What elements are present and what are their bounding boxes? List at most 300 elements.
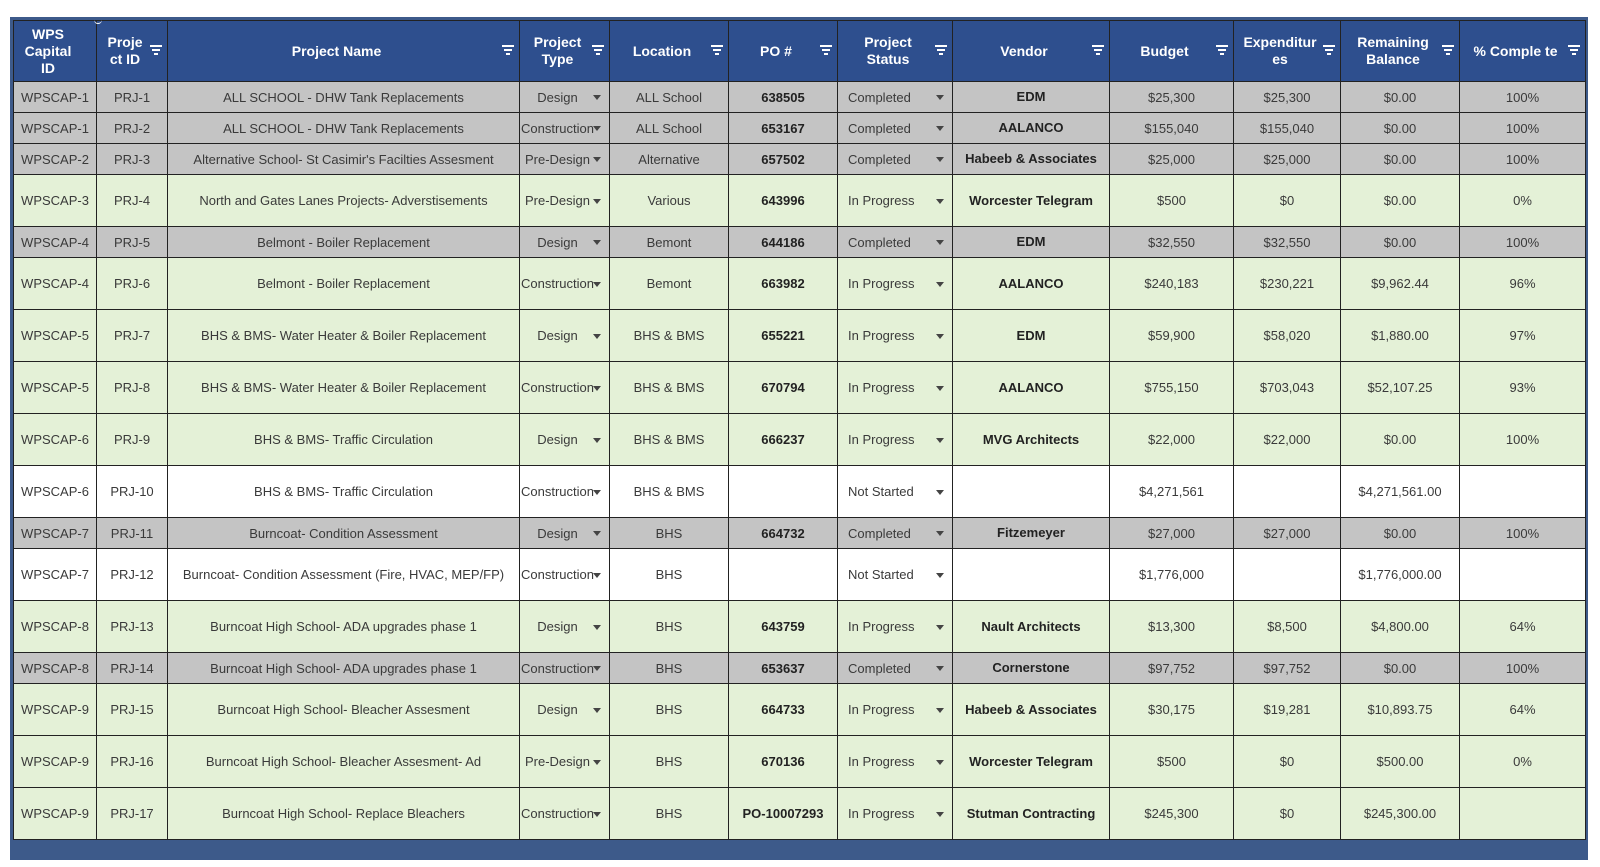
cell-remaining-balance[interactable] bbox=[1341, 113, 1460, 144]
header-project-type[interactable] bbox=[520, 21, 610, 82]
cell-project-name[interactable] bbox=[168, 113, 520, 144]
cell-project-type[interactable] bbox=[520, 601, 610, 653]
cell-location[interactable] bbox=[610, 653, 729, 684]
cell-capital-id[interactable] bbox=[14, 227, 97, 258]
cell-project-status[interactable] bbox=[838, 82, 953, 113]
cell-po-number[interactable] bbox=[729, 82, 838, 113]
cell-project-type-text: Design bbox=[537, 89, 578, 105]
cell-remaining-balance[interactable] bbox=[1341, 144, 1460, 175]
cell-budget[interactable] bbox=[1110, 788, 1234, 840]
cell-capital-id[interactable] bbox=[14, 788, 97, 840]
cell-project-name[interactable] bbox=[168, 736, 520, 788]
cell-remaining-balance[interactable] bbox=[1341, 788, 1460, 840]
cell-project-name[interactable] bbox=[168, 175, 520, 227]
cell-location[interactable] bbox=[610, 82, 729, 113]
cell-project-status[interactable] bbox=[838, 144, 953, 175]
cell-project-id[interactable] bbox=[97, 549, 168, 601]
header-project-name[interactable] bbox=[168, 21, 520, 82]
cell-project-id[interactable] bbox=[97, 788, 168, 840]
cell-remaining-balance[interactable] bbox=[1341, 518, 1460, 549]
cell-project-type[interactable] bbox=[520, 144, 610, 175]
cell-vendor-text: Stutman Contracting bbox=[966, 805, 1096, 821]
cell-po-number[interactable] bbox=[729, 601, 838, 653]
cell-budget-text: $30,175 bbox=[1148, 702, 1195, 717]
cell-remaining-balance[interactable] bbox=[1341, 601, 1460, 653]
cell-budget[interactable] bbox=[1110, 362, 1234, 414]
cell-remaining-balance-text: $52,107.25 bbox=[1367, 380, 1433, 395]
cell-project-id[interactable] bbox=[97, 601, 168, 653]
dropdown-arrow-icon[interactable] bbox=[936, 157, 944, 162]
cell-capital-id[interactable] bbox=[14, 113, 97, 144]
cell-capital-id[interactable] bbox=[14, 82, 97, 113]
cell-project-name[interactable] bbox=[168, 684, 520, 736]
cell-vendor[interactable] bbox=[953, 227, 1110, 258]
cell-project-id[interactable] bbox=[97, 310, 168, 362]
cell-po-number[interactable] bbox=[729, 653, 838, 684]
cell-capital-id[interactable] bbox=[14, 175, 97, 227]
cell-vendor[interactable] bbox=[953, 144, 1110, 175]
cell-capital-id[interactable] bbox=[14, 549, 97, 601]
dropdown-arrow-icon[interactable] bbox=[593, 666, 601, 671]
cell-capital-id-text: WPSCAP-9 bbox=[21, 702, 89, 717]
cell-budget[interactable] bbox=[1110, 175, 1234, 227]
header-expenditures[interactable] bbox=[1234, 21, 1341, 82]
cell-budget[interactable] bbox=[1110, 227, 1234, 258]
cell-po-number[interactable] bbox=[729, 549, 838, 601]
cell-expenditures[interactable] bbox=[1234, 175, 1341, 227]
cell-budget[interactable] bbox=[1110, 736, 1234, 788]
cell-project-id[interactable] bbox=[97, 414, 168, 466]
cell-remaining-balance[interactable] bbox=[1341, 549, 1460, 601]
dropdown-arrow-icon[interactable] bbox=[936, 708, 944, 713]
cell-remaining-balance[interactable] bbox=[1341, 414, 1460, 466]
cell-expenditures[interactable] bbox=[1234, 144, 1341, 175]
dropdown-arrow-icon[interactable] bbox=[936, 282, 944, 287]
cell-po-number[interactable] bbox=[729, 310, 838, 362]
cell-project-id[interactable] bbox=[97, 736, 168, 788]
cell-percent-complete[interactable] bbox=[1460, 113, 1586, 144]
cell-po-number[interactable] bbox=[729, 258, 838, 310]
cell-project-type[interactable] bbox=[520, 362, 610, 414]
header-percent-complete[interactable] bbox=[1460, 21, 1586, 82]
cell-capital-id[interactable] bbox=[14, 258, 97, 310]
cell-location[interactable] bbox=[610, 362, 729, 414]
dropdown-arrow-icon[interactable] bbox=[593, 760, 601, 765]
cell-percent-complete[interactable] bbox=[1460, 175, 1586, 227]
cell-remaining-balance-text: $0.00 bbox=[1383, 234, 1417, 250]
cell-vendor[interactable] bbox=[953, 736, 1110, 788]
cell-project-id[interactable] bbox=[97, 144, 168, 175]
cell-project-name[interactable] bbox=[168, 549, 520, 601]
cell-project-name-text: Burncoat- Condition Assessment (Fire, HVAC, MEP/FP) bbox=[182, 567, 505, 582]
cell-expenditures[interactable] bbox=[1234, 518, 1341, 549]
cell-project-type[interactable] bbox=[520, 227, 610, 258]
cell-percent-complete[interactable] bbox=[1460, 736, 1586, 788]
cell-project-status-text: Completed bbox=[848, 525, 911, 541]
cell-location-text: Alternative bbox=[638, 151, 700, 167]
dropdown-arrow-icon[interactable] bbox=[593, 708, 601, 713]
dropdown-arrow-icon[interactable] bbox=[593, 334, 601, 339]
cell-project-type[interactable] bbox=[520, 82, 610, 113]
cell-percent-complete[interactable] bbox=[1460, 414, 1586, 466]
cell-location-text: BHS & BMS bbox=[633, 328, 705, 343]
filter-icon[interactable] bbox=[935, 45, 947, 55]
cell-project-status[interactable] bbox=[838, 518, 953, 549]
cell-project-status[interactable] bbox=[838, 414, 953, 466]
filter-icon[interactable] bbox=[592, 45, 604, 55]
dropdown-arrow-icon[interactable] bbox=[936, 240, 944, 245]
header-label: Project Status bbox=[864, 34, 912, 67]
cell-project-name[interactable] bbox=[168, 82, 520, 113]
cell-po-number[interactable] bbox=[729, 113, 838, 144]
cell-project-name[interactable] bbox=[168, 310, 520, 362]
filter-icon[interactable] bbox=[502, 45, 514, 55]
cell-project-name[interactable] bbox=[168, 788, 520, 840]
cell-capital-id[interactable] bbox=[14, 144, 97, 175]
cell-vendor-text: AALANCO bbox=[998, 120, 1064, 135]
cell-po-number[interactable] bbox=[729, 362, 838, 414]
cell-remaining-balance[interactable] bbox=[1341, 258, 1460, 310]
cell-vendor[interactable] bbox=[953, 82, 1110, 113]
cell-project-type-text: Construction bbox=[521, 567, 594, 582]
cell-percent-complete[interactable] bbox=[1460, 601, 1586, 653]
cell-budget[interactable] bbox=[1110, 414, 1234, 466]
cell-project-name-text: Burncoat High School- ADA upgrades phase 1 bbox=[210, 619, 477, 634]
cell-project-type[interactable] bbox=[520, 414, 610, 466]
filter-icon[interactable] bbox=[1092, 45, 1104, 55]
cell-project-type[interactable] bbox=[520, 653, 610, 684]
cell-percent-complete[interactable] bbox=[1460, 466, 1586, 518]
cell-po-number[interactable] bbox=[729, 144, 838, 175]
cell-project-id[interactable] bbox=[97, 362, 168, 414]
cell-project-name-text: Burncoat High School- ADA upgrades phase 1 bbox=[210, 660, 477, 676]
cell-po-number[interactable] bbox=[729, 684, 838, 736]
cell-project-status[interactable] bbox=[838, 601, 953, 653]
cell-project-name-text: ALL SCHOOL - DHW Tank Replacements bbox=[223, 120, 464, 136]
cell-location[interactable] bbox=[610, 518, 729, 549]
cell-percent-complete-text: 100% bbox=[1505, 234, 1540, 250]
cell-project-status-text: Completed bbox=[848, 660, 911, 676]
cell-project-id[interactable] bbox=[97, 466, 168, 518]
header-remaining-balance[interactable] bbox=[1341, 21, 1460, 82]
cell-location[interactable] bbox=[610, 144, 729, 175]
cell-location[interactable] bbox=[610, 788, 729, 840]
cell-location[interactable] bbox=[610, 227, 729, 258]
cell-project-name[interactable] bbox=[168, 258, 520, 310]
cell-percent-complete-text: 100% bbox=[1505, 89, 1540, 105]
cell-project-name-text: Belmont - Boiler Replacement bbox=[257, 234, 430, 250]
cell-expenditures[interactable] bbox=[1234, 227, 1341, 258]
cell-project-id-text: PRJ-10 bbox=[110, 484, 154, 499]
cell-vendor-text: AALANCO bbox=[998, 275, 1064, 291]
cell-percent-complete[interactable] bbox=[1460, 684, 1586, 736]
cell-expenditures[interactable] bbox=[1234, 258, 1341, 310]
cell-project-status[interactable] bbox=[838, 258, 953, 310]
filter-icon[interactable] bbox=[711, 45, 723, 55]
header-vendor[interactable] bbox=[953, 21, 1110, 82]
cell-project-name[interactable] bbox=[168, 362, 520, 414]
cell-project-type[interactable] bbox=[520, 736, 610, 788]
cell-percent-complete[interactable] bbox=[1460, 788, 1586, 840]
cell-location[interactable] bbox=[610, 175, 729, 227]
cell-budget[interactable] bbox=[1110, 466, 1234, 518]
cell-capital-id[interactable] bbox=[14, 310, 97, 362]
cell-project-id-text: PRJ-5 bbox=[113, 234, 151, 250]
cell-project-type[interactable] bbox=[520, 310, 610, 362]
cell-po-number[interactable] bbox=[729, 414, 838, 466]
cell-remaining-balance[interactable] bbox=[1341, 175, 1460, 227]
filter-icon[interactable] bbox=[150, 45, 162, 55]
dropdown-arrow-icon[interactable] bbox=[593, 531, 601, 536]
cell-location-text: BHS & BMS bbox=[633, 432, 705, 447]
cell-project-id[interactable] bbox=[97, 258, 168, 310]
cell-budget[interactable] bbox=[1110, 144, 1234, 175]
cell-project-status[interactable] bbox=[838, 310, 953, 362]
cell-project-status[interactable] bbox=[838, 736, 953, 788]
cell-po-number[interactable] bbox=[729, 788, 838, 840]
cell-expenditures[interactable] bbox=[1234, 601, 1341, 653]
dropdown-arrow-icon[interactable] bbox=[593, 126, 601, 131]
cell-location[interactable] bbox=[610, 310, 729, 362]
cell-expenditures[interactable] bbox=[1234, 653, 1341, 684]
cell-location[interactable] bbox=[610, 601, 729, 653]
dropdown-arrow-icon[interactable] bbox=[593, 157, 601, 162]
cell-percent-complete[interactable] bbox=[1460, 82, 1586, 113]
cell-remaining-balance[interactable] bbox=[1341, 362, 1460, 414]
dropdown-arrow-icon[interactable] bbox=[593, 812, 601, 817]
dropdown-arrow-icon[interactable] bbox=[936, 531, 944, 536]
dropdown-arrow-icon[interactable] bbox=[936, 126, 944, 131]
cell-po-number[interactable] bbox=[729, 466, 838, 518]
cell-capital-id[interactable] bbox=[14, 684, 97, 736]
cell-project-type[interactable] bbox=[520, 175, 610, 227]
cell-location[interactable] bbox=[610, 736, 729, 788]
dropdown-arrow-icon[interactable] bbox=[593, 240, 601, 245]
cell-project-status[interactable] bbox=[838, 175, 953, 227]
cell-project-type[interactable] bbox=[520, 466, 610, 518]
dropdown-arrow-icon[interactable] bbox=[593, 490, 601, 495]
dropdown-arrow-icon[interactable] bbox=[593, 282, 601, 287]
cell-capital-id[interactable] bbox=[14, 362, 97, 414]
cell-budget[interactable] bbox=[1110, 549, 1234, 601]
cell-project-id-text: PRJ-12 bbox=[110, 567, 154, 582]
cell-expenditures[interactable] bbox=[1234, 466, 1341, 518]
filter-icon[interactable] bbox=[820, 45, 832, 55]
cell-vendor[interactable] bbox=[953, 653, 1110, 684]
cell-percent-complete[interactable] bbox=[1460, 549, 1586, 601]
cell-percent-complete[interactable] bbox=[1460, 144, 1586, 175]
cell-remaining-balance[interactable] bbox=[1341, 82, 1460, 113]
cell-project-type[interactable] bbox=[520, 549, 610, 601]
cell-budget[interactable] bbox=[1110, 518, 1234, 549]
header-po[interactable] bbox=[729, 21, 838, 82]
filter-icon[interactable] bbox=[1323, 45, 1335, 55]
header-label: Budget bbox=[1140, 42, 1189, 59]
cell-remaining-balance[interactable] bbox=[1341, 736, 1460, 788]
cell-po-number[interactable] bbox=[729, 175, 838, 227]
dropdown-arrow-icon[interactable] bbox=[593, 95, 601, 100]
dropdown-arrow-icon[interactable] bbox=[593, 199, 601, 204]
cell-vendor[interactable] bbox=[953, 258, 1110, 310]
cell-expenditures[interactable] bbox=[1234, 549, 1341, 601]
cell-remaining-balance[interactable] bbox=[1341, 466, 1460, 518]
cell-vendor[interactable] bbox=[953, 414, 1110, 466]
dropdown-arrow-icon[interactable] bbox=[936, 812, 944, 817]
cell-project-status[interactable] bbox=[838, 113, 953, 144]
cell-location-text: BHS bbox=[655, 619, 683, 634]
dropdown-arrow-icon[interactable] bbox=[936, 438, 944, 443]
dropdown-arrow-icon[interactable] bbox=[936, 490, 944, 495]
cell-location[interactable] bbox=[610, 414, 729, 466]
cell-location[interactable] bbox=[610, 466, 729, 518]
cell-project-name-text: ALL SCHOOL - DHW Tank Replacements bbox=[223, 89, 464, 105]
dropdown-arrow-icon[interactable] bbox=[936, 95, 944, 100]
cell-capital-id[interactable] bbox=[14, 601, 97, 653]
cell-budget[interactable] bbox=[1110, 310, 1234, 362]
filter-icon[interactable] bbox=[1216, 45, 1228, 55]
cell-project-status[interactable] bbox=[838, 549, 953, 601]
cell-remaining-balance[interactable] bbox=[1341, 653, 1460, 684]
cell-po-number[interactable] bbox=[729, 736, 838, 788]
dropdown-arrow-icon[interactable] bbox=[593, 386, 601, 391]
cell-vendor[interactable] bbox=[953, 518, 1110, 549]
cell-expenditures[interactable] bbox=[1234, 788, 1341, 840]
cell-location[interactable] bbox=[610, 258, 729, 310]
header-project-id[interactable] bbox=[97, 21, 168, 82]
cell-remaining-balance[interactable] bbox=[1341, 310, 1460, 362]
cell-capital-id[interactable] bbox=[14, 518, 97, 549]
cell-project-status[interactable] bbox=[838, 684, 953, 736]
cell-project-type[interactable] bbox=[520, 684, 610, 736]
dropdown-arrow-icon[interactable] bbox=[936, 573, 944, 578]
cell-percent-complete[interactable] bbox=[1460, 362, 1586, 414]
cell-expenditures-text: $25,300 bbox=[1263, 89, 1311, 105]
cell-capital-id[interactable] bbox=[14, 653, 97, 684]
cell-vendor[interactable] bbox=[953, 113, 1110, 144]
dropdown-arrow-icon[interactable] bbox=[936, 625, 944, 630]
cell-location[interactable] bbox=[610, 113, 729, 144]
cell-project-status[interactable] bbox=[838, 466, 953, 518]
cell-project-status[interactable] bbox=[838, 788, 953, 840]
dropdown-arrow-icon[interactable] bbox=[936, 386, 944, 391]
cell-project-name[interactable] bbox=[168, 466, 520, 518]
cell-percent-complete[interactable] bbox=[1460, 310, 1586, 362]
cell-project-id[interactable] bbox=[97, 175, 168, 227]
cell-project-id[interactable] bbox=[97, 113, 168, 144]
cell-project-id[interactable] bbox=[97, 653, 168, 684]
cell-budget[interactable] bbox=[1110, 113, 1234, 144]
cell-expenditures[interactable] bbox=[1234, 310, 1341, 362]
cell-project-id-text: PRJ-16 bbox=[110, 754, 154, 769]
dropdown-arrow-icon[interactable] bbox=[936, 666, 944, 671]
cell-expenditures[interactable] bbox=[1234, 736, 1341, 788]
cell-project-status[interactable] bbox=[838, 227, 953, 258]
cell-project-status[interactable] bbox=[838, 653, 953, 684]
dropdown-arrow-icon[interactable] bbox=[593, 573, 601, 578]
cell-project-type-text: Construction bbox=[521, 276, 594, 291]
cell-expenditures[interactable] bbox=[1234, 362, 1341, 414]
cell-vendor[interactable] bbox=[953, 601, 1110, 653]
cell-budget[interactable] bbox=[1110, 258, 1234, 310]
cell-percent-complete[interactable] bbox=[1460, 518, 1586, 549]
cell-project-name[interactable] bbox=[168, 518, 520, 549]
cell-percent-complete[interactable] bbox=[1460, 227, 1586, 258]
cell-project-name[interactable] bbox=[168, 144, 520, 175]
filter-icon[interactable] bbox=[1568, 45, 1580, 55]
cell-project-type[interactable] bbox=[520, 518, 610, 549]
cell-location[interactable] bbox=[610, 684, 729, 736]
header-location[interactable] bbox=[610, 21, 729, 82]
cell-project-id[interactable] bbox=[97, 518, 168, 549]
dropdown-arrow-icon[interactable] bbox=[593, 438, 601, 443]
cell-expenditures[interactable] bbox=[1234, 414, 1341, 466]
cell-project-type[interactable] bbox=[520, 788, 610, 840]
cell-percent-complete[interactable] bbox=[1460, 653, 1586, 684]
cell-vendor[interactable] bbox=[953, 788, 1110, 840]
cell-vendor[interactable] bbox=[953, 549, 1110, 601]
cell-project-id[interactable] bbox=[97, 684, 168, 736]
cell-budget[interactable] bbox=[1110, 684, 1234, 736]
cell-project-id[interactable] bbox=[97, 227, 168, 258]
cell-project-status-text: Completed bbox=[848, 120, 911, 136]
cell-vendor[interactable] bbox=[953, 310, 1110, 362]
cell-remaining-balance[interactable] bbox=[1341, 684, 1460, 736]
cell-vendor[interactable] bbox=[953, 362, 1110, 414]
cell-budget[interactable] bbox=[1110, 601, 1234, 653]
cell-vendor[interactable] bbox=[953, 466, 1110, 518]
dropdown-arrow-icon[interactable] bbox=[593, 625, 601, 630]
cell-vendor[interactable] bbox=[953, 684, 1110, 736]
cell-project-type[interactable] bbox=[520, 258, 610, 310]
cell-expenditures[interactable] bbox=[1234, 82, 1341, 113]
cell-expenditures[interactable] bbox=[1234, 113, 1341, 144]
cell-remaining-balance[interactable] bbox=[1341, 227, 1460, 258]
cell-po-number[interactable] bbox=[729, 227, 838, 258]
cell-project-name[interactable] bbox=[168, 653, 520, 684]
table-row bbox=[14, 227, 1586, 258]
cell-project-id-text: PRJ-1 bbox=[113, 89, 151, 105]
header-label: WPS Capital ID bbox=[24, 25, 72, 76]
cell-po-number[interactable] bbox=[729, 518, 838, 549]
cell-project-name[interactable] bbox=[168, 227, 520, 258]
cell-vendor[interactable] bbox=[953, 175, 1110, 227]
header-budget[interactable] bbox=[1110, 21, 1234, 82]
cell-budget[interactable] bbox=[1110, 653, 1234, 684]
cell-project-type-text: Design bbox=[537, 328, 578, 343]
cell-remaining-balance-text: $0.00 bbox=[1383, 660, 1417, 676]
cell-project-name[interactable] bbox=[168, 601, 520, 653]
cell-percent-complete[interactable] bbox=[1460, 258, 1586, 310]
cell-budget[interactable] bbox=[1110, 82, 1234, 113]
cell-capital-id[interactable] bbox=[14, 466, 97, 518]
cell-location[interactable] bbox=[610, 549, 729, 601]
header-capital-id[interactable] bbox=[14, 21, 97, 82]
cell-expenditures[interactable] bbox=[1234, 684, 1341, 736]
dropdown-arrow-icon[interactable] bbox=[936, 334, 944, 339]
cell-project-type[interactable] bbox=[520, 113, 610, 144]
cell-project-status-text: In Progress bbox=[848, 193, 915, 208]
dropdown-arrow-icon[interactable] bbox=[936, 199, 944, 204]
dropdown-arrow-icon[interactable] bbox=[936, 760, 944, 765]
cell-capital-id[interactable] bbox=[14, 736, 97, 788]
cell-project-id[interactable] bbox=[97, 82, 168, 113]
cell-project-status[interactable] bbox=[838, 362, 953, 414]
header-project-status[interactable] bbox=[838, 21, 953, 82]
cell-project-name[interactable] bbox=[168, 414, 520, 466]
filter-icon[interactable] bbox=[1442, 45, 1454, 55]
cell-project-type-text: Design bbox=[537, 234, 578, 250]
cell-capital-id[interactable] bbox=[14, 414, 97, 466]
